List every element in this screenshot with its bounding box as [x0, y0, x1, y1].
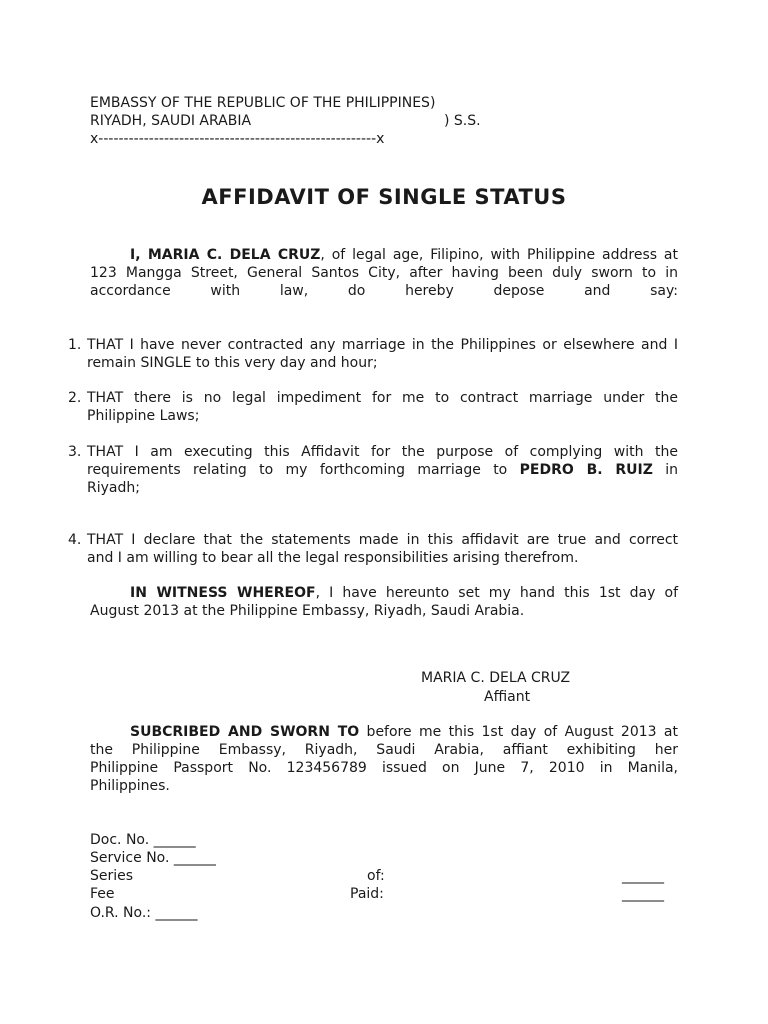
jurat-line-2: the Philippine Embassy, Riyadh, Saudi Arabia, affiant exhibiting her — [90, 742, 678, 758]
jurat-lead: SUBCRIBED AND SWORN TO — [130, 724, 360, 740]
witness-line-2: August 2013 at the Philippine Embassy, Riyadh, Saudi Arabia. — [90, 603, 525, 619]
jurat-line-1-text: before me this 1st day of August 2013 at — [359, 724, 679, 740]
intro-line-3: accordance with law, do hereby depose and say: — [90, 283, 678, 299]
document-title: AFFIDAVIT OF SINGLE STATUS — [201, 185, 567, 209]
clause-3-line-2-text: requirements relating to my forthcoming marriage to — [87, 462, 508, 478]
jurat-line-3: Philippine Passport No. 123456789 issued on June 7, 2010 in Manila, — [90, 760, 678, 776]
clause-4-line-1: THAT I declare that the statements made in this affidavit are true and correct — [87, 532, 678, 548]
witness-line-1 — [90, 584, 678, 602]
series-of-label: of: — [367, 868, 385, 884]
jurat-line-4: Philippines. — [90, 778, 170, 794]
groom-name: PEDRO B. RUIZ — [519, 462, 653, 478]
clause-1-number: 1. — [68, 337, 82, 353]
affiant-signature-name: MARIA C. DELA CRUZ — [421, 670, 571, 686]
affiant-name-intro: I, MARIA C. DELA CRUZ — [130, 247, 321, 263]
fee-label: Fee — [90, 886, 115, 902]
clause-2-line-2: Philippine Laws; — [87, 408, 200, 424]
clause-4-line-2: and I am willing to bear all the legal responsibilities arising therefrom. — [87, 550, 579, 566]
witness-line-1-text: , I have hereunto set my hand this 1st day of — [315, 585, 678, 601]
jurat-line-1 — [90, 723, 678, 741]
header-embassy: EMBASSY OF THE REPUBLIC OF THE PHILIPPINES) — [90, 95, 436, 111]
doc-no: Doc. No. ______ — [90, 832, 196, 848]
clause-2-line-1: THAT there is no legal impediment for me to contract marriage under the — [87, 390, 678, 406]
clause-1-line-2: remain SINGLE to this very day and hour; — [87, 355, 378, 371]
header-separator: x-------------------------------------------------------x — [90, 131, 385, 147]
fee-paid-label: Paid: — [350, 886, 384, 902]
fee-blank: ______ — [622, 886, 664, 902]
clause-3-line-3: Riyadh; — [87, 480, 140, 496]
intro-line-1 — [90, 246, 678, 264]
header-ss: ) S.S. — [444, 113, 481, 129]
intro-line-1-text: , of legal age, Filipino, with Philippine address at — [320, 247, 678, 263]
clause-3-line-2-end: in — [665, 462, 679, 478]
header-city: RIYADH, SAUDI ARABIA — [90, 113, 252, 129]
affiant-label: Affiant — [484, 689, 531, 705]
clause-2-number: 2. — [68, 390, 82, 406]
clause-3-line-1: THAT I am executing this Affidavit for the purpose of complying with the — [87, 444, 678, 460]
clause-1-line-1: THAT I have never contracted any marriage in the Philippines or elsewhere and I — [87, 337, 678, 353]
clause-3-number: 3. — [68, 444, 82, 460]
clause-3-line-2 — [87, 461, 678, 479]
clause-4-number: 4. — [68, 532, 82, 548]
series-label: Series — [90, 868, 134, 884]
service-no: Service No. ______ — [90, 850, 216, 866]
witness-lead: IN WITNESS WHEREOF — [130, 585, 316, 601]
series-blank: ______ — [622, 868, 664, 884]
or-no: O.R. No.: ______ — [90, 905, 198, 921]
intro-line-2: 123 Mangga Street, General Santos City, after having been duly sworn to in — [90, 265, 678, 281]
